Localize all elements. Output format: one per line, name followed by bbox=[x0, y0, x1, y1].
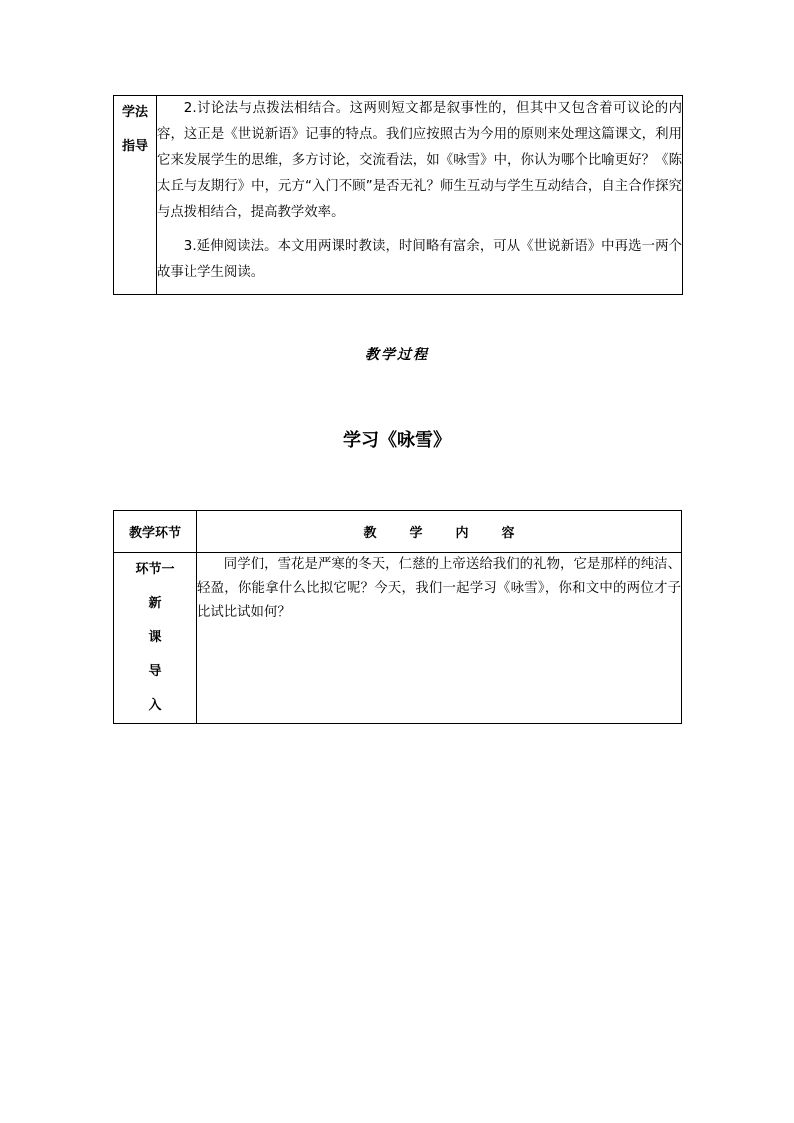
guide-paragraph-3: 3.延伸阅读法。本文用两课时教读，时间略有富余，可从《世说新语》中再选一两个故事让学生阅读。 bbox=[157, 239, 682, 280]
method-guide-label bbox=[114, 96, 157, 295]
label-line-1: 学法 bbox=[121, 105, 148, 120]
stage-char: 新 bbox=[148, 596, 162, 611]
label-line-2: 指导 bbox=[121, 139, 148, 154]
header-content bbox=[197, 511, 682, 553]
intro-paragraph: 同学们，雪花是严寒的冬天，仁慈的上帝送给我们的礼物，它是那样的纯洁、轻盈，你能拿什么比拟它呢？今天，我们一起学习《咏雪》，你和文中的两位才子比试比试如何？ bbox=[197, 557, 681, 620]
stage-name: 环节一 bbox=[135, 562, 175, 577]
section-heading: 教学过程 bbox=[365, 347, 429, 363]
stage-char: 课 bbox=[148, 630, 162, 645]
header-char: 教 bbox=[363, 526, 377, 541]
stage-char: 入 bbox=[148, 698, 162, 713]
teaching-method-table bbox=[113, 95, 683, 295]
lesson-title: 学习《咏雪》 bbox=[343, 430, 451, 451]
header-char: 学 bbox=[409, 526, 423, 541]
method-guide-content bbox=[157, 96, 683, 295]
teaching-process-table bbox=[113, 510, 682, 724]
header-char: 容 bbox=[501, 526, 515, 541]
stage-cell bbox=[114, 553, 197, 724]
header-char: 内 bbox=[455, 526, 469, 541]
guide-paragraph-2: 2.讨论法与点拨法相结合。这两则短文都是叙事性的，但其中又包含着可议论的内容，这正是《世说新语》记事的特点。我们应按照古为今用的原则来处理这篇课文，利用它来发展学生的思维，多方讨论，交流看法，如《咏雪》中，你认为哪个比喻更好？《陈太丘与友期行》中，元方“入门不顾”是否无礼？师生互动与学生互动结合，自主合作探究与点拨相结合，提高教学效率。 bbox=[157, 101, 682, 220]
stage-char: 导 bbox=[148, 664, 162, 679]
header-stage: 教学环节 bbox=[114, 511, 197, 553]
intro-content-cell bbox=[197, 553, 682, 724]
